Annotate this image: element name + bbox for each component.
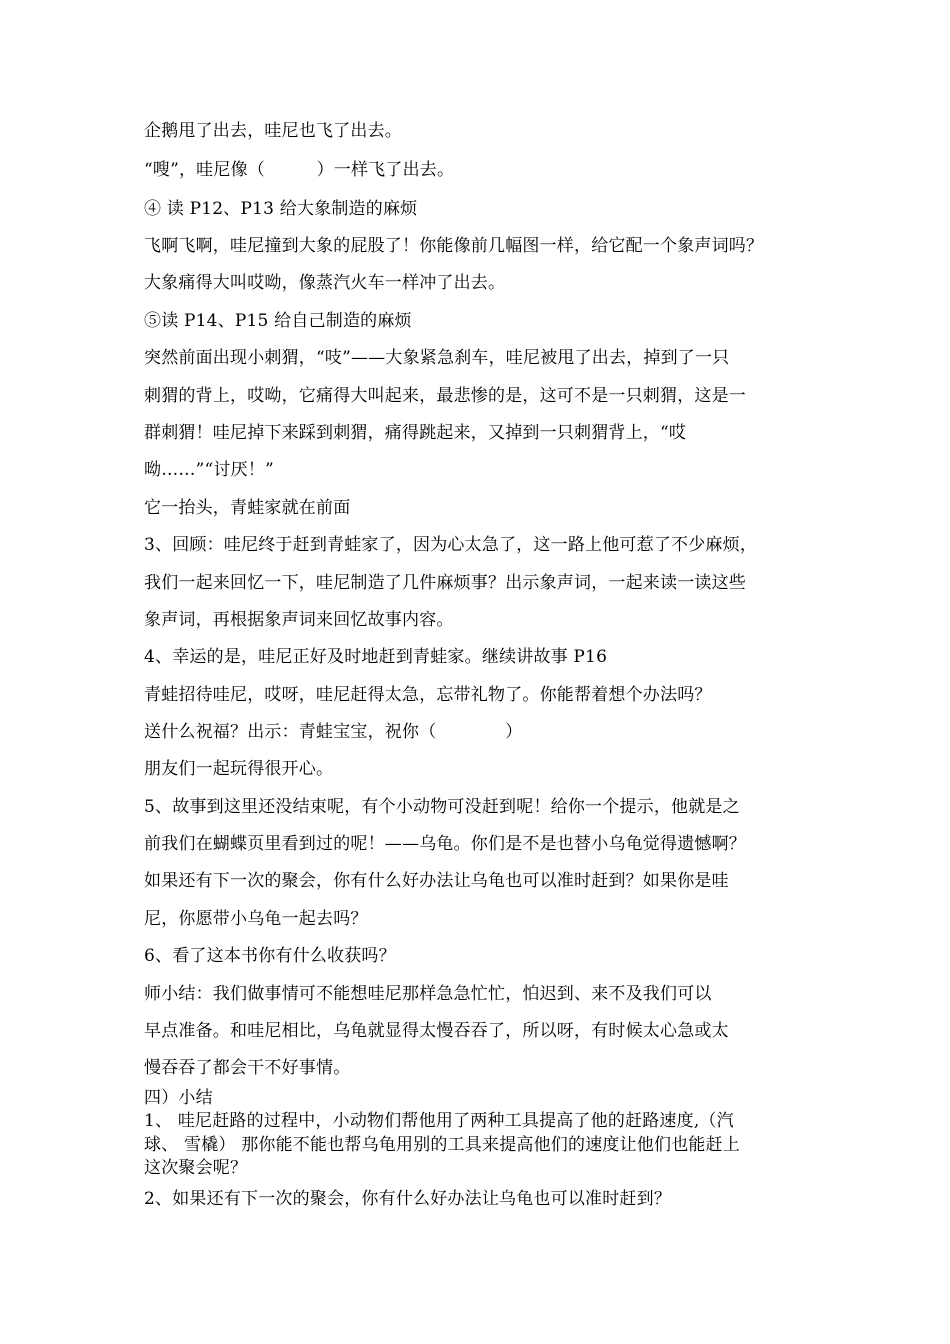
text-line: 3、回顾：哇尼终于赶到青蛙家了，因为心太急了，这一路上他可惹了不少麻烦， xyxy=(144,535,758,555)
text-line: “嗖”，哇尼像（ ）一样飞了出去。 xyxy=(144,160,455,180)
text-line: 2、如果还有下一次的聚会，你有什么好办法让乌龟也可以准时赶到？ xyxy=(144,1189,672,1209)
text-line: 6、看了这本书你有什么收获吗？ xyxy=(144,946,396,966)
text-line: 突然前面出现小刺猬，“吱”——大象紧急刹车，哇尼被甩了出去，掉到了一只 xyxy=(144,348,730,368)
text-line: 企鹅甩了出去，哇尼也飞了出去。 xyxy=(144,121,402,141)
text-line: 如果还有下一次的聚会，你有什么好办法让乌龟也可以准时赶到？如果你是哇 xyxy=(144,871,729,891)
text-line: 朋友们一起玩得很开心。 xyxy=(144,759,334,779)
text-line: 1、 哇尼赶路的过程中，小动物们帮他用了两种工具提高了他的赶路速度,（汽 xyxy=(144,1111,734,1131)
text-line: 呦……”“讨厌！” xyxy=(144,460,274,480)
section-heading: 四）小结 xyxy=(144,1088,213,1108)
text-line: 青蛙招待哇尼，哎呀，哇尼赶得太急，忘带礼物了。你能帮着想个办法吗？ xyxy=(144,685,712,705)
text-line: 师小结：我们做事情可不能想哇尼那样急急忙忙，怕迟到、来不及我们可以 xyxy=(144,984,712,1004)
text-line: 象声词，再根据象声词来回忆故事内容。 xyxy=(144,610,454,630)
text-line: 5、故事到这里还没结束呢，有个小动物可没赶到呢！给你一个提示，他就是之 xyxy=(144,797,740,817)
text-line: 刺猬的背上，哎呦，它痛得大叫起来，最悲惨的是，这可不是一只刺猬，这是一 xyxy=(144,386,746,406)
text-line: 慢吞吞了都会干不好事情。 xyxy=(144,1058,351,1078)
text-line: 尼，你愿带小乌龟一起去吗？ xyxy=(144,909,368,929)
text-line: 送什么祝福？出示：青蛙宝宝，祝你（ ） xyxy=(144,722,523,742)
text-line: 早点准备。和哇尼相比，乌龟就显得太慢吞吞了，所以呀，有时候太心急或太 xyxy=(144,1021,729,1041)
text-line: ④ 读 P12、P13 给大象制造的麻烦 xyxy=(144,199,418,219)
text-line: 4、幸运的是，哇尼正好及时地赶到青蛙家。继续讲故事 P16 xyxy=(144,647,608,667)
text-line: 飞啊飞啊，哇尼撞到大象的屁股了！你能像前几幅图一样，给它配一个象声词吗？ xyxy=(144,236,764,256)
text-line: 前我们在蝴蝶页里看到过的呢！——乌龟。你们是不是也替小乌龟觉得遗憾啊？ xyxy=(144,834,746,854)
text-line: 群刺猬！哇尼掉下来踩到刺猬，痛得跳起来，又掉到一只刺猬背上，“哎 xyxy=(144,423,687,443)
text-line: 我们一起来回忆一下，哇尼制造了几件麻烦事？出示象声词，一起来读一读这些 xyxy=(144,573,746,593)
text-line: 这次聚会呢？ xyxy=(144,1158,248,1178)
text-line: 它一抬头，青蛙家就在前面 xyxy=(144,498,351,518)
text-line: 球、 雪橇） 那你能不能也帮乌龟用别的工具来提高他们的速度让他们也能赶上 xyxy=(144,1135,741,1155)
text-line: ⑤读 P14、P15 给自己制造的麻烦 xyxy=(144,311,412,331)
text-line: 大象痛得大叫哎呦，像蒸汽火车一样冲了出去。 xyxy=(144,273,506,293)
